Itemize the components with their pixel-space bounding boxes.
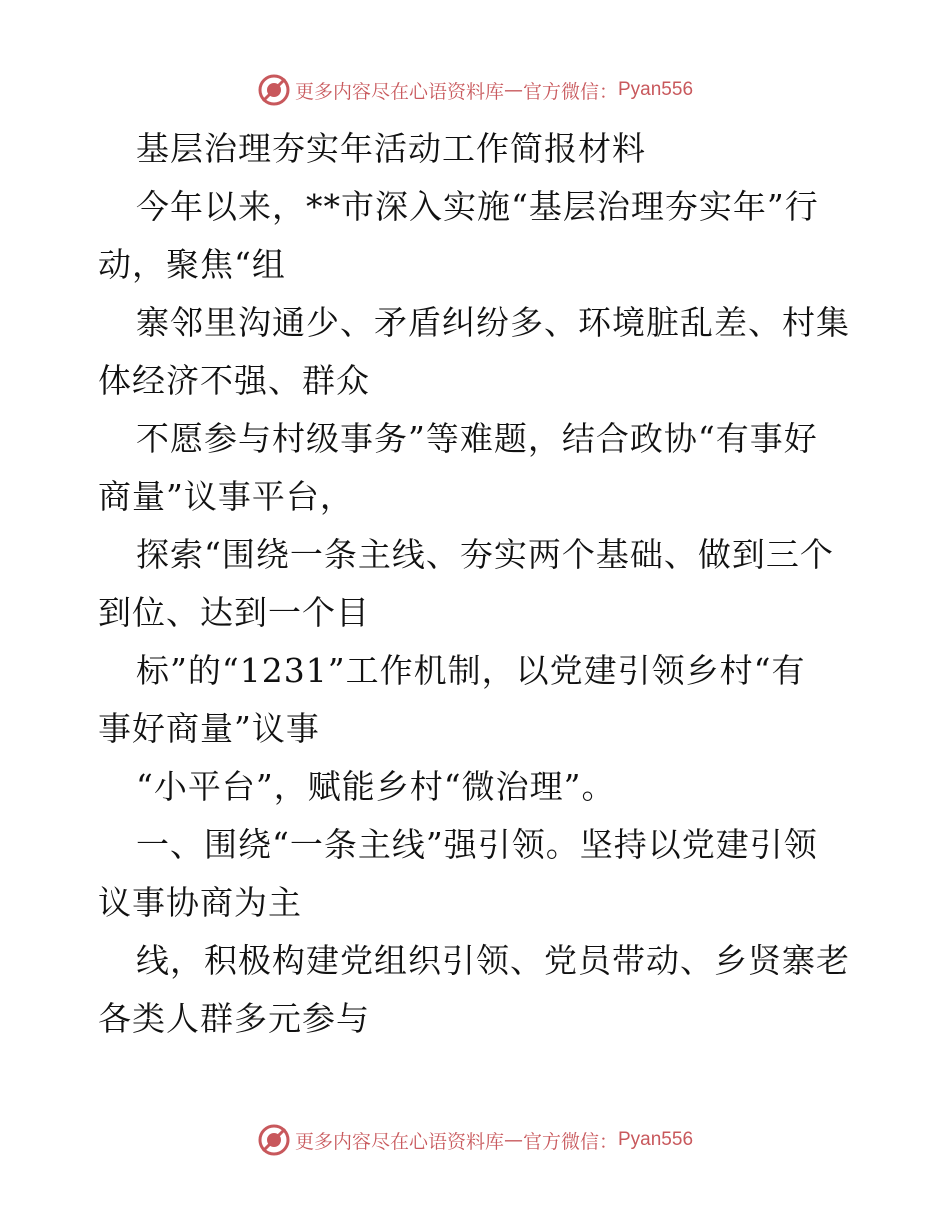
paragraph-line: “小平台”，赋能乡村“微治理”。 <box>136 767 616 806</box>
paragraph-line: 线，积极构建党组织引领、党员带动、乡贤寨老 <box>136 941 850 980</box>
paragraph-line: 探索“围绕一条主线、夯实两个基础、做到三个 <box>136 535 834 574</box>
section-heading-line: 一、围绕“一条主线”强引领。坚持以党建引领 <box>136 825 818 864</box>
paragraph-line: 动，聚焦“组 <box>98 245 286 284</box>
paragraph-line: 商量”议事平台， <box>98 477 354 516</box>
watermark-wechat-id: Pyan556 <box>618 1129 694 1150</box>
paragraph-line: 议事协商为主 <box>98 883 302 922</box>
paragraph-line: 寨邻里沟通少、矛盾纠纷多、环境脏乱差、村集 <box>136 303 850 342</box>
header-watermark <box>0 70 950 110</box>
watermark-side-text: 官方微信： <box>522 80 618 103</box>
document-body <box>98 120 858 1048</box>
paragraph-line: 各类人群多元参与 <box>98 999 370 1038</box>
paragraph-line: 到位、达到一个目 <box>98 593 370 632</box>
paragraph-line: 今年以来，**市深入实施“基层治理夯实年”行 <box>136 187 819 226</box>
paragraph-line: 不愿参与村级事务”等难题，结合政协“有事好 <box>136 419 818 458</box>
pen-logo-icon <box>257 1123 291 1157</box>
watermark-dash: — <box>503 1129 523 1151</box>
document-title: 基层治理夯实年活动工作简报材料 <box>136 129 646 168</box>
watermark-dash: — <box>503 79 523 101</box>
paragraph-line: 体经济不强、群众 <box>98 361 370 400</box>
watermark-main-text: 更多内容尽在心语资料库 <box>294 1130 504 1153</box>
footer-watermark <box>0 1120 950 1160</box>
pen-logo-icon <box>257 73 291 107</box>
watermark-side-text: 官方微信： <box>522 1130 618 1153</box>
paragraph-line: 事好商量”议事 <box>98 709 320 748</box>
watermark-wechat-id: Pyan556 <box>618 79 694 100</box>
watermark-main-text: 更多内容尽在心语资料库 <box>294 80 504 103</box>
paragraph-line: 标”的“1231”工作机制，以党建引领乡村“有 <box>136 651 806 690</box>
